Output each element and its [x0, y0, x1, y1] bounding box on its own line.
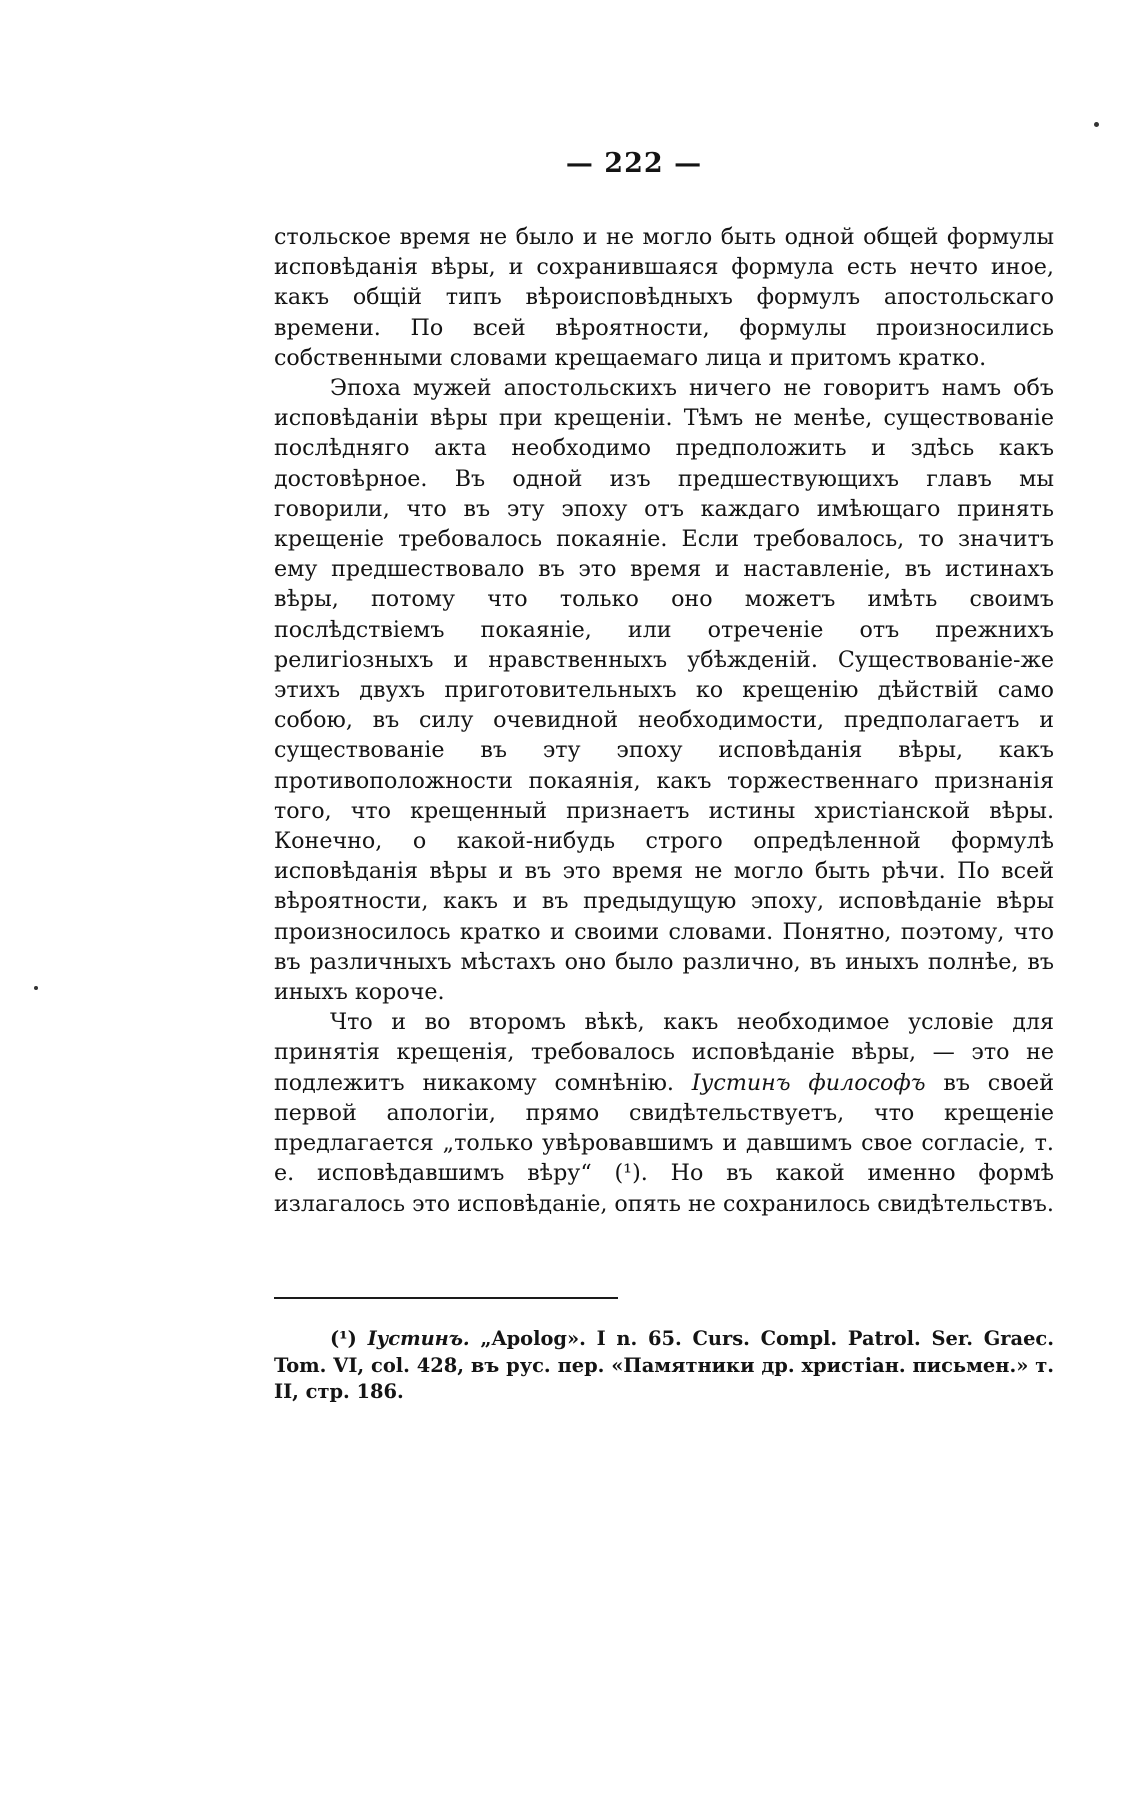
ink-speck — [34, 986, 38, 990]
footnote-citation: „Apolog». I n. 65. Curs. Compl. Patrol. Ser. Graec. Tom. VI, col. 428, въ рус. пер. «Памятники др. христіан. письмен.» т. II, стр. 186. — [274, 1327, 1054, 1404]
paragraph-apostolic-fathers: Эпоха мужей апостольскихъ ничего не говоритъ намъ объ исповѣданіи вѣры при крещеніи. Тѣмъ не менѣе, существованіе послѣдняго акта необходимо предположить и здѣсь какъ достовѣрное. Въ одной изъ предшествующихъ главъ мы говорили, что въ эту эпоху отъ каждаго имѣющаго принять крещеніе требовалось покаяніе. Если требовалось, то значитъ ему предшествовало въ это время и наставленіе, въ истинахъ вѣры, потому что только оно можетъ имѣть своимъ послѣдствіемъ покаяніе, или отреченіе отъ прежнихъ религіозныхъ и нравственныхъ убѣжденій. Существованіе-же этихъ двухъ приготовительныхъ ко крещенію дѣйствій само собою, въ силу очевидной необходимости, предполагаетъ и существованіе въ эту эпоху исповѣданія вѣры, какъ противоположности покаянія, какъ торжественнаго признанія того, что крещенный признаетъ истины христіанской вѣры. Конечно, о какой-нибудь строго опредѣленной формулѣ исповѣданія вѣры и въ это время не могло быть рѣчи. По всей вѣроятности, какъ и въ предыдущую эпоху, исповѣданіе вѣры произносилось кратко и своими словами. Понятно, поэтому, что въ различныхъ мѣстахъ оно было различно, въ иныхъ полнѣе, въ иныхъ короче. — [274, 375, 1054, 1006]
author-name-italic: Іустинъ философъ — [691, 1069, 926, 1096]
paragraph-second-century — [274, 1007, 1054, 1218]
ink-speck — [1094, 122, 1099, 127]
paragraph-text-end: въ своей первой апологіи, прямо свидѣтельствуетъ, что крещеніе предлагается „только увѣровавшимъ и давшимъ свое согласіе, т. е. исповѣдавшимъ вѣру“ (¹). Но въ какой именно формѣ излагалось это исповѣданіе, опять не сохранилось свидѣтельствъ. — [274, 1069, 1054, 1217]
paragraph-continuation: стольское время не было и не могло быть одной общей формулы исповѣданія вѣры, и сохранившаяся формула есть нечто иное, какъ общій типъ вѣроисповѣдныхъ формулъ апостольскаго времени. По всей вѣроятности, формулы произносились собственными словами крещаемаго лица и притомъ кратко. — [274, 224, 1054, 371]
footnote — [274, 1326, 1054, 1406]
footnote-marker: (¹) — [330, 1327, 357, 1350]
page-number: — 222 — — [565, 148, 703, 179]
footnote-author: Іустинъ. — [367, 1327, 470, 1350]
footnote-divider — [274, 1297, 618, 1299]
paragraph-text-start: Что и во второмъ вѣкѣ, какъ необходимое условіе для принятія крещенія, требовалось исповѣданіе вѣры, — это не подлежитъ никакому сомнѣнію. — [274, 1009, 1054, 1096]
body-text — [274, 222, 1054, 1219]
